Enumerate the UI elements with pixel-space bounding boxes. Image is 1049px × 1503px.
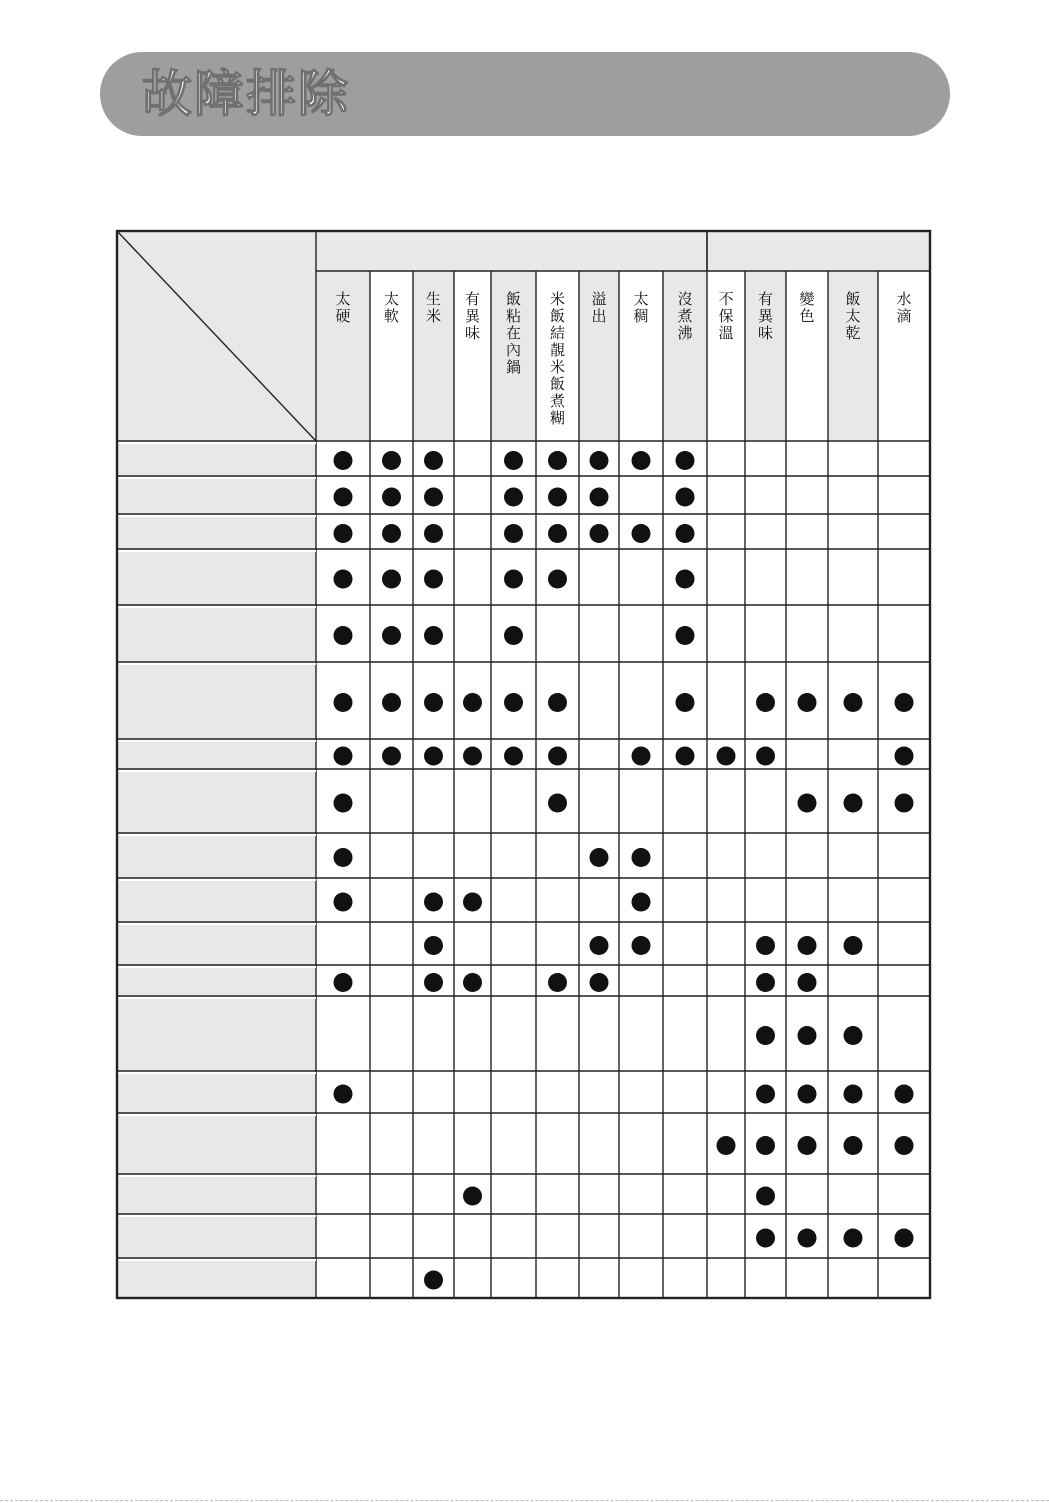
matrix-dot	[463, 973, 482, 992]
matrix-dot	[895, 693, 914, 712]
matrix-dot	[504, 693, 523, 712]
matrix-dot	[632, 936, 651, 955]
matrix-dot	[334, 693, 353, 712]
matrix-dot	[504, 626, 523, 645]
matrix-dot	[548, 524, 567, 543]
matrix-dot	[334, 524, 353, 543]
matrix-dot	[590, 973, 609, 992]
matrix-dot	[632, 524, 651, 543]
matrix-dot	[844, 1026, 863, 1045]
column-label: 溢出	[591, 290, 607, 325]
matrix-dot	[334, 973, 353, 992]
matrix-dot	[463, 893, 482, 912]
matrix-dot	[382, 451, 401, 470]
column-label: 有異味	[464, 290, 480, 342]
matrix-dot	[676, 626, 695, 645]
matrix-dot	[504, 570, 523, 589]
matrix-dot	[895, 747, 914, 766]
column-label: 太軟	[383, 290, 399, 325]
matrix-dot	[334, 451, 353, 470]
column-label: 有異味	[757, 290, 773, 342]
matrix-dot	[424, 936, 443, 955]
matrix-dot	[424, 693, 443, 712]
matrix-dot	[676, 524, 695, 543]
matrix-dot	[798, 936, 817, 955]
matrix-dot	[548, 794, 567, 813]
matrix-dot	[844, 1229, 863, 1248]
matrix-dot	[424, 1271, 443, 1290]
matrix-dot	[798, 693, 817, 712]
matrix-dot	[334, 794, 353, 813]
matrix-dot	[844, 936, 863, 955]
matrix-dot	[334, 1085, 353, 1104]
matrix-dot	[463, 693, 482, 712]
matrix-dot	[548, 570, 567, 589]
column-label: 沒煮沸	[677, 290, 693, 342]
matrix-dot	[548, 488, 567, 507]
page-title: 故障排除	[142, 65, 350, 123]
matrix-dot	[382, 524, 401, 543]
matrix-dot	[844, 1085, 863, 1104]
matrix-dot	[548, 747, 567, 766]
matrix-dot	[548, 451, 567, 470]
matrix-dot	[844, 1136, 863, 1155]
column-label: 米飯結靚米飯煮糊	[549, 290, 565, 427]
page-bottom-rule	[0, 1500, 1049, 1501]
matrix-dot	[504, 747, 523, 766]
matrix-dot	[756, 936, 775, 955]
column-label: 飯粘在內鍋	[505, 290, 521, 376]
matrix-dot	[590, 848, 609, 867]
matrix-dot	[756, 1136, 775, 1155]
matrix-dot	[895, 1136, 914, 1155]
matrix-dot	[632, 848, 651, 867]
matrix-dot	[590, 451, 609, 470]
matrix-dot	[334, 893, 353, 912]
column-label: 太稠	[633, 290, 649, 325]
matrix-dot	[334, 570, 353, 589]
matrix-dot	[798, 1026, 817, 1045]
matrix-dot	[798, 794, 817, 813]
matrix-dot	[676, 488, 695, 507]
matrix-dot	[334, 848, 353, 867]
matrix-dot	[424, 973, 443, 992]
matrix-dot	[382, 488, 401, 507]
matrix-dot	[548, 693, 567, 712]
column-label: 變色	[799, 290, 815, 325]
matrix-dot	[424, 524, 443, 543]
matrix-dot	[798, 1136, 817, 1155]
matrix-dot	[463, 747, 482, 766]
row-header-shade	[117, 231, 316, 1298]
matrix-dot	[756, 1187, 775, 1206]
matrix-dot	[632, 893, 651, 912]
matrix-dot	[504, 524, 523, 543]
matrix-dot	[717, 747, 736, 766]
column-label: 不保溫	[718, 290, 734, 342]
matrix-dot	[676, 451, 695, 470]
matrix-dot	[504, 488, 523, 507]
matrix-dot	[717, 1136, 736, 1155]
matrix-dot	[676, 693, 695, 712]
matrix-dot	[798, 1085, 817, 1104]
column-label: 飯太乾	[845, 290, 861, 342]
matrix-dot	[424, 626, 443, 645]
matrix-dot	[382, 570, 401, 589]
matrix-dot	[756, 1085, 775, 1104]
column-label: 水滴	[896, 290, 912, 325]
matrix-dot	[463, 1187, 482, 1206]
matrix-dot	[756, 1229, 775, 1248]
matrix-dot	[632, 747, 651, 766]
matrix-dot	[548, 973, 567, 992]
matrix-dot	[756, 693, 775, 712]
matrix-dot	[424, 570, 443, 589]
matrix-dot	[798, 1229, 817, 1248]
group-header-shade	[316, 231, 930, 271]
matrix-dot	[382, 747, 401, 766]
matrix-dot	[382, 693, 401, 712]
matrix-dot	[424, 488, 443, 507]
matrix-dot	[844, 794, 863, 813]
matrix-dot	[382, 626, 401, 645]
matrix-dot	[798, 973, 817, 992]
matrix-dot	[424, 747, 443, 766]
matrix-dot	[590, 488, 609, 507]
matrix-dot	[756, 747, 775, 766]
matrix-dot	[756, 973, 775, 992]
matrix-dot	[334, 626, 353, 645]
matrix-dot	[632, 451, 651, 470]
matrix-dot	[676, 570, 695, 589]
matrix-dot	[756, 1026, 775, 1045]
matrix-dot	[424, 893, 443, 912]
matrix-dot	[424, 451, 443, 470]
matrix-dot	[895, 1085, 914, 1104]
matrix-dot	[334, 488, 353, 507]
matrix-dot	[590, 524, 609, 543]
matrix-dot	[676, 747, 695, 766]
matrix-dot	[334, 747, 353, 766]
column-label: 太硬	[335, 290, 351, 325]
matrix-dot	[504, 451, 523, 470]
matrix-dot	[895, 1229, 914, 1248]
matrix-dot	[844, 693, 863, 712]
matrix-dot	[895, 794, 914, 813]
matrix-dot	[590, 936, 609, 955]
column-label: 生米	[425, 290, 441, 325]
